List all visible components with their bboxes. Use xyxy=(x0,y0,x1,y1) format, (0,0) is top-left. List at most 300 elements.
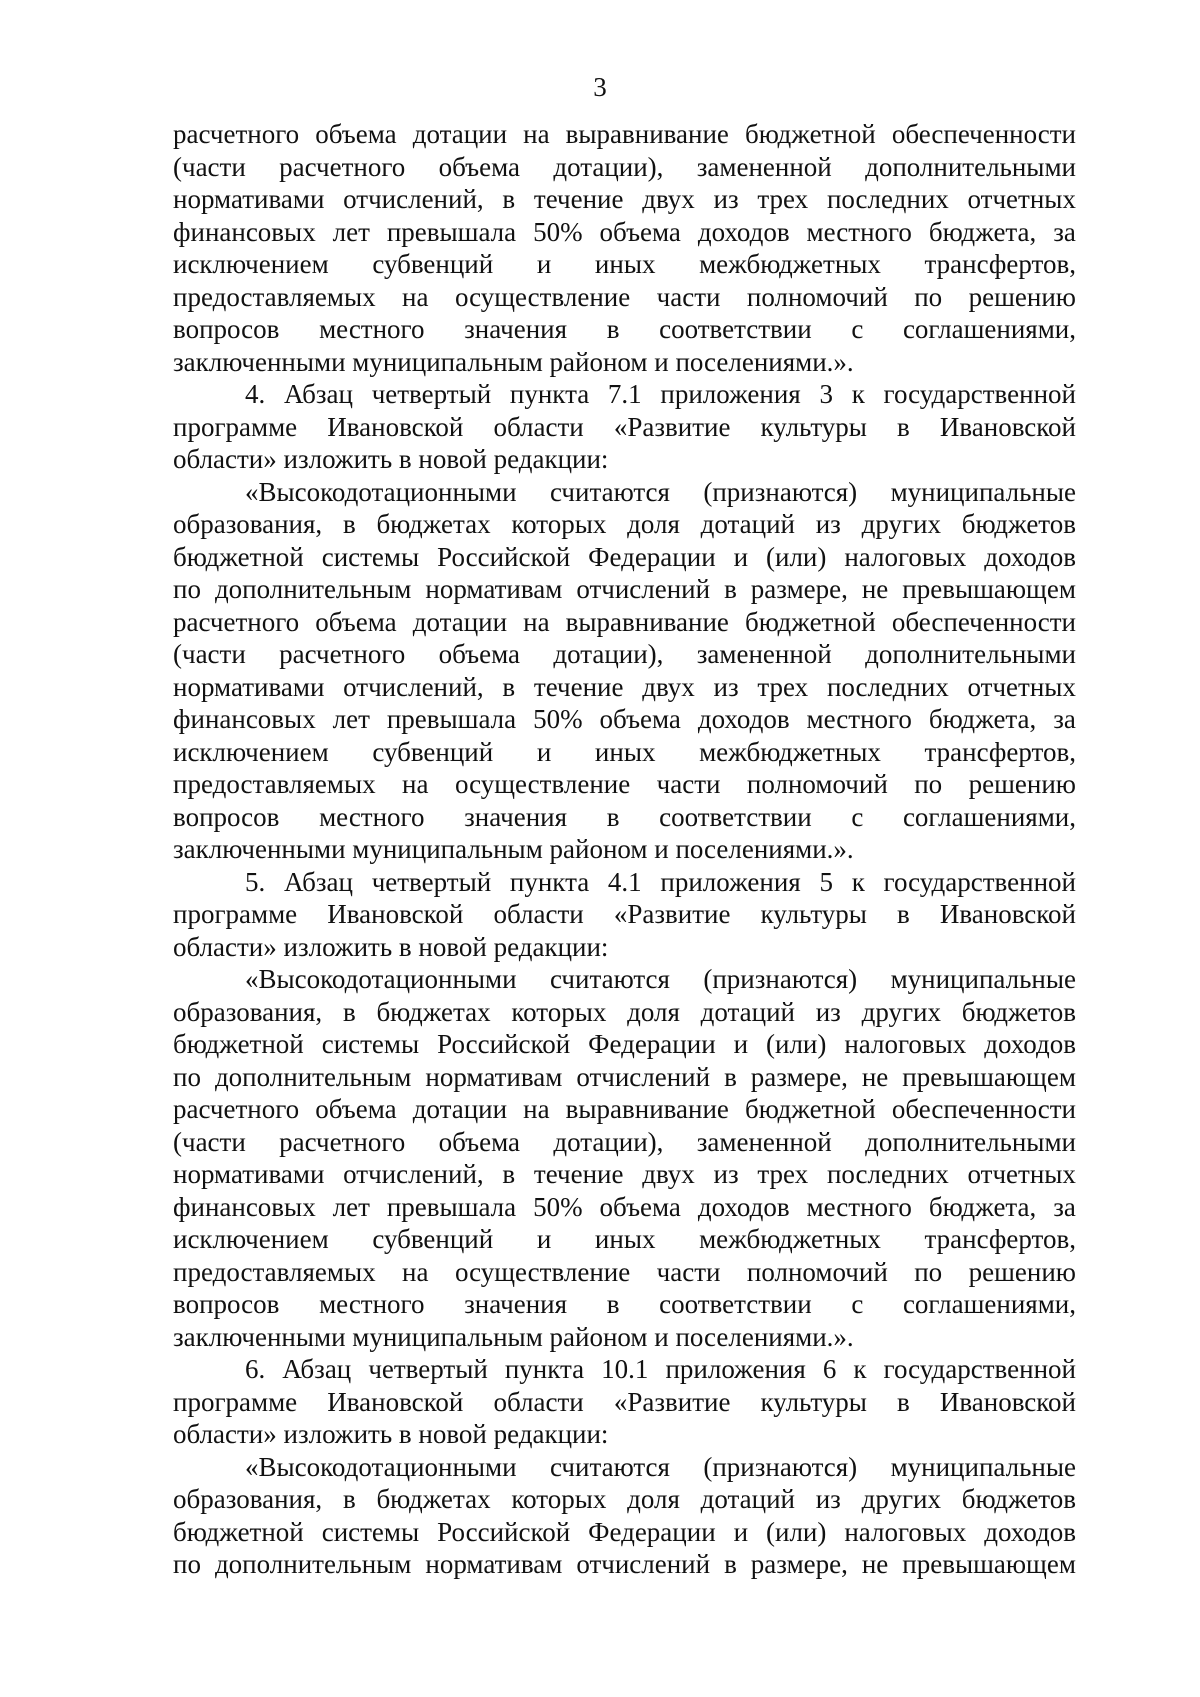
text-line xyxy=(173,963,1076,996)
word: превышающем xyxy=(902,1549,1076,1579)
word: (части xyxy=(173,1126,246,1157)
text-line xyxy=(173,476,1076,509)
word: пункта xyxy=(509,379,590,409)
word: отчетных xyxy=(967,184,1076,214)
word: обеспеченности xyxy=(891,606,1076,637)
word: нормативам xyxy=(425,1549,563,1579)
text-line: области» изложить в новой редакции: xyxy=(173,931,609,962)
word: значения xyxy=(464,801,568,832)
text-line xyxy=(173,1061,1076,1094)
word: дотации xyxy=(412,119,508,149)
word: объема xyxy=(599,1191,681,1222)
word: к xyxy=(853,1354,867,1384)
word: бюджета, xyxy=(928,1191,1037,1222)
word: на xyxy=(523,606,550,637)
word: 50% xyxy=(533,216,583,247)
word: межбюджетных xyxy=(699,736,881,767)
word: течение xyxy=(533,184,624,214)
word: финансовых xyxy=(173,216,316,247)
word: (признаются) xyxy=(703,1451,858,1482)
word: превышающем xyxy=(902,574,1076,604)
word: в xyxy=(606,801,620,832)
word: (признаются) xyxy=(703,476,858,507)
word: расчетного xyxy=(279,639,406,669)
word: дотации xyxy=(412,1094,508,1124)
word: бюджетной xyxy=(745,606,876,637)
word: программе xyxy=(173,899,298,929)
word: в xyxy=(606,314,620,344)
word: не xyxy=(861,1549,889,1579)
word: культуры xyxy=(760,411,867,442)
text-line xyxy=(173,1288,1076,1321)
word: культуры xyxy=(760,1386,867,1417)
word: Ивановской xyxy=(939,411,1076,442)
word: 5. xyxy=(245,866,266,897)
word: нормативам xyxy=(425,1061,563,1092)
word: объема xyxy=(438,151,520,182)
word: местного xyxy=(319,801,425,832)
word: соответствии xyxy=(659,801,812,832)
word: доходов xyxy=(697,704,790,734)
word: субвенций xyxy=(372,249,494,279)
word: из xyxy=(815,996,841,1027)
word: трансфертов, xyxy=(924,249,1076,279)
word: в xyxy=(724,1061,737,1092)
word: муниципальные xyxy=(890,476,1076,507)
text-line: заключенными муниципальным районом и поселениями.». xyxy=(173,1321,854,1352)
word: решению xyxy=(968,769,1076,799)
word: решению xyxy=(968,1256,1076,1287)
word: межбюджетных xyxy=(699,249,881,279)
word: области xyxy=(493,411,584,442)
word: решению xyxy=(968,281,1076,312)
word: в xyxy=(897,1386,910,1417)
text-line: заключенными муниципальным районом и поселениями.». xyxy=(173,346,854,377)
word: трансфертов, xyxy=(924,736,1076,767)
word: осуществление xyxy=(454,769,631,799)
word: доходов xyxy=(984,541,1076,572)
word: 4. xyxy=(245,379,266,409)
word: расчетного xyxy=(279,151,406,182)
word: доходов xyxy=(697,1191,790,1222)
word: иных xyxy=(594,1224,656,1254)
word: четвертый xyxy=(371,866,492,897)
word: лет xyxy=(332,1191,370,1222)
word: соответствии xyxy=(659,1289,812,1319)
word: доля xyxy=(627,509,680,539)
word: и xyxy=(536,1224,552,1254)
word: иных xyxy=(594,249,656,279)
word: из xyxy=(713,184,739,214)
word: части xyxy=(656,281,721,312)
word: объема xyxy=(438,639,520,669)
word: выравнивание xyxy=(565,606,729,637)
word: доходов xyxy=(697,216,790,247)
word: отчислений xyxy=(576,1061,711,1092)
word: не xyxy=(861,1061,889,1092)
word: выравнивание xyxy=(565,1094,729,1124)
word: бюджетной xyxy=(745,1094,876,1124)
text-line xyxy=(173,703,1076,736)
word: муниципальные xyxy=(890,1451,1076,1482)
word: Абзац xyxy=(283,379,353,409)
word: из xyxy=(713,671,739,702)
word: части xyxy=(656,1256,721,1287)
word: течение xyxy=(533,671,624,702)
word: (признаются) xyxy=(703,964,858,994)
word: бюджетов xyxy=(961,1484,1076,1514)
word: системы xyxy=(321,1029,420,1059)
word: налоговых xyxy=(844,1516,967,1547)
word: бюджетов xyxy=(961,996,1076,1027)
word: предоставляемых xyxy=(173,281,376,312)
word: по xyxy=(914,281,943,312)
text-line xyxy=(173,1126,1076,1159)
document-body xyxy=(173,118,1076,1581)
word: которых xyxy=(511,996,607,1027)
word: бюджетах xyxy=(376,996,491,1027)
word: местного xyxy=(806,704,912,734)
word: последних xyxy=(826,1159,949,1189)
word: пункта xyxy=(509,866,590,897)
word: исключением xyxy=(173,1224,329,1254)
word: трансфертов, xyxy=(924,1224,1076,1254)
word: и xyxy=(733,1516,749,1547)
word: бюджетной xyxy=(173,1516,304,1547)
word: объема xyxy=(315,1094,397,1124)
word: бюджета, xyxy=(928,704,1037,734)
word: дотаций xyxy=(700,509,795,539)
word: отчетных xyxy=(967,671,1076,702)
word: трех xyxy=(757,184,809,214)
word: 7.1 xyxy=(607,379,642,409)
word: по xyxy=(914,769,943,799)
word: превышала xyxy=(386,1191,517,1222)
word: к xyxy=(851,379,865,409)
word: предоставляемых xyxy=(173,1256,376,1287)
word: отчислений, xyxy=(343,671,484,702)
word: в xyxy=(724,1549,737,1579)
word: Российской xyxy=(437,1516,571,1547)
word: в xyxy=(897,411,910,442)
word: Ивановской xyxy=(939,1386,1076,1417)
word: области xyxy=(493,899,584,929)
text-line xyxy=(173,508,1076,541)
word: соответствии xyxy=(659,314,812,344)
word: местного xyxy=(806,1191,912,1222)
word: местного xyxy=(319,314,425,344)
word: «Высокодотационными xyxy=(245,1451,517,1482)
word: Ивановской xyxy=(327,411,464,442)
word: на xyxy=(402,769,429,799)
text-line xyxy=(173,1548,1076,1581)
text-line xyxy=(173,1451,1076,1484)
word: и xyxy=(733,541,749,572)
text-line xyxy=(173,736,1076,769)
word: дополнительными xyxy=(865,151,1076,182)
word: приложения xyxy=(660,379,801,409)
word: дополнительными xyxy=(865,1126,1076,1157)
word: исключением xyxy=(173,249,329,279)
word: за xyxy=(1053,1191,1076,1222)
word: в xyxy=(606,1289,620,1319)
word: системы xyxy=(321,541,420,572)
word: местного xyxy=(806,216,912,247)
word: субвенций xyxy=(372,736,494,767)
word: Федерации xyxy=(588,1029,716,1059)
word: расчетного xyxy=(173,1094,300,1124)
word: пункта xyxy=(504,1354,585,1384)
word: вопросов xyxy=(173,801,280,832)
word: других xyxy=(861,1484,941,1514)
word: четвертый xyxy=(368,1354,488,1384)
word: бюджетов xyxy=(961,509,1076,539)
word: бюджета, xyxy=(928,216,1037,247)
word: нормативами xyxy=(173,1159,325,1189)
word: замененной xyxy=(696,639,832,669)
word: к xyxy=(851,866,865,897)
word: за xyxy=(1053,216,1076,247)
word: дополнительным xyxy=(214,1549,412,1579)
word: дотации xyxy=(412,606,508,637)
text-line xyxy=(173,1256,1076,1289)
word: доходов xyxy=(984,1029,1076,1059)
word: объема xyxy=(599,216,681,247)
text-line xyxy=(173,1353,1076,1386)
word: бюджетах xyxy=(376,509,491,539)
text-line xyxy=(173,1158,1076,1191)
word: Федерации xyxy=(588,1516,716,1547)
word: иных xyxy=(594,736,656,767)
word: выравнивание xyxy=(565,119,729,149)
text-line xyxy=(173,151,1076,184)
text-line: области» изложить в новой редакции: xyxy=(173,1419,609,1449)
word: отчислений, xyxy=(343,1159,484,1189)
word: программе xyxy=(173,1386,298,1417)
word: вопросов xyxy=(173,1289,280,1319)
word: (или) xyxy=(766,541,827,572)
word: трех xyxy=(757,671,809,702)
word: налоговых xyxy=(844,541,967,572)
word: Ивановской xyxy=(939,899,1076,929)
page-number: 3 xyxy=(593,72,607,102)
word: четвертый xyxy=(371,379,492,409)
word: образования, xyxy=(173,996,323,1027)
word: в xyxy=(897,899,910,929)
word: обеспеченности xyxy=(891,1094,1076,1124)
word: образования, xyxy=(173,509,323,539)
word: полномочий xyxy=(746,281,888,312)
word: 10.1 xyxy=(601,1354,649,1384)
word: и xyxy=(536,249,552,279)
text-line xyxy=(173,638,1076,671)
word: отчислений, xyxy=(343,184,484,214)
word: дотации), xyxy=(553,1126,664,1157)
text-line xyxy=(173,1093,1076,1126)
word: считаются xyxy=(549,476,670,507)
text-line xyxy=(173,1028,1076,1061)
text-line xyxy=(173,671,1076,704)
word: финансовых xyxy=(173,704,316,734)
text-line xyxy=(173,768,1076,801)
word: за xyxy=(1053,704,1076,734)
word: из xyxy=(815,509,841,539)
word: 6 xyxy=(822,1354,837,1384)
text-line: области» изложить в новой редакции: xyxy=(173,444,609,474)
word: доля xyxy=(627,996,680,1027)
word: размере, xyxy=(750,1061,848,1092)
word: осуществление xyxy=(454,281,631,312)
word: 4.1 xyxy=(607,866,642,897)
text-line xyxy=(173,313,1076,346)
word: расчетного xyxy=(173,119,300,149)
word: Ивановской xyxy=(327,1386,464,1417)
text-line xyxy=(173,573,1076,606)
word: расчетного xyxy=(279,1126,406,1157)
word: вопросов xyxy=(173,314,280,344)
word: размере, xyxy=(750,574,848,604)
word: лет xyxy=(332,704,370,734)
word: в xyxy=(502,671,516,702)
word: по xyxy=(914,1256,943,1287)
word: в xyxy=(342,996,356,1027)
word: программе xyxy=(173,411,298,442)
text-line xyxy=(173,541,1076,574)
word: субвенций xyxy=(372,1224,494,1254)
word: дотации), xyxy=(553,151,664,182)
text-line xyxy=(173,898,1076,931)
word: полномочий xyxy=(746,769,888,799)
word: местного xyxy=(319,1289,425,1319)
word: в xyxy=(342,509,356,539)
text-line xyxy=(173,118,1076,151)
word: 5 xyxy=(819,866,833,897)
word: размере, xyxy=(750,1549,848,1579)
text-line xyxy=(173,606,1076,639)
word: доходов xyxy=(984,1516,1076,1547)
word: бюджетной xyxy=(745,119,876,149)
word: 3 xyxy=(819,379,833,409)
word: значения xyxy=(464,314,568,344)
word: Ивановской xyxy=(327,899,464,929)
word: и xyxy=(536,736,552,767)
word: образования, xyxy=(173,1484,323,1514)
word: предоставляемых xyxy=(173,769,376,799)
word: трех xyxy=(757,1159,809,1189)
word: приложения xyxy=(660,866,801,897)
word: (части xyxy=(173,151,246,182)
word: муниципальные xyxy=(890,964,1076,994)
word: Федерации xyxy=(588,541,716,572)
word: отчислений xyxy=(576,1549,711,1579)
word: двух xyxy=(642,184,695,214)
word: доля xyxy=(627,1484,680,1514)
word: дотаций xyxy=(700,1484,795,1514)
text-line xyxy=(173,1386,1076,1419)
word: части xyxy=(656,769,721,799)
text-line xyxy=(173,1483,1076,1516)
word: «Высокодотационными xyxy=(245,964,517,994)
word: области xyxy=(493,1386,584,1417)
text-line xyxy=(173,866,1076,899)
word: не xyxy=(861,574,889,604)
word: на xyxy=(523,1094,550,1124)
word: превышающем xyxy=(902,1061,1076,1092)
text-line xyxy=(173,183,1076,216)
word: Абзац xyxy=(283,866,353,897)
word: объема xyxy=(438,1126,520,1157)
word: значения xyxy=(464,1289,568,1319)
word: 6. xyxy=(245,1354,266,1384)
word: дополнительными xyxy=(865,639,1076,669)
word: с xyxy=(851,801,864,832)
word: превышала xyxy=(386,704,517,734)
word: с xyxy=(851,314,864,344)
word: на xyxy=(402,1256,429,1287)
word: налоговых xyxy=(844,1029,967,1059)
word: «Развитие xyxy=(613,899,731,929)
word: дотаций xyxy=(700,996,795,1027)
text-line xyxy=(173,248,1076,281)
word: которых xyxy=(511,1484,607,1514)
word: государственной xyxy=(883,379,1076,409)
word: исключением xyxy=(173,736,329,767)
word: (или) xyxy=(766,1516,827,1547)
word: 50% xyxy=(533,704,583,734)
word: из xyxy=(815,1484,841,1514)
word: на xyxy=(402,281,429,312)
word: замененной xyxy=(696,151,832,182)
text-line xyxy=(173,996,1076,1029)
word: из xyxy=(713,1159,739,1189)
text-line xyxy=(173,1516,1076,1549)
word: замененной xyxy=(696,1126,832,1157)
word: двух xyxy=(642,671,695,702)
word: превышала xyxy=(386,216,517,247)
word: «Развитие xyxy=(613,411,731,442)
word: государственной xyxy=(883,1354,1076,1384)
word: отчислений xyxy=(576,574,711,604)
word: с xyxy=(851,1289,864,1319)
word: расчетного xyxy=(173,606,300,637)
word: по xyxy=(173,1549,201,1579)
text-line xyxy=(173,411,1076,444)
word: которых xyxy=(511,509,607,539)
text-line xyxy=(173,216,1076,249)
word: последних xyxy=(826,671,949,702)
word: по xyxy=(173,574,201,604)
word: финансовых xyxy=(173,1191,316,1222)
word: соглашениями, xyxy=(902,801,1076,832)
word: течение xyxy=(533,1159,624,1189)
word: объема xyxy=(599,704,681,734)
word: Российской xyxy=(437,541,571,572)
text-line xyxy=(173,1191,1076,1224)
word: нормативами xyxy=(173,671,325,702)
word: соглашениями, xyxy=(902,314,1076,344)
word: по xyxy=(173,1061,201,1092)
word: системы xyxy=(321,1516,420,1547)
word: бюджетах xyxy=(376,1484,491,1514)
word: приложения xyxy=(665,1354,806,1384)
word: в xyxy=(342,1484,356,1514)
word: «Высокодотационными xyxy=(245,476,517,507)
word: нормативам xyxy=(425,574,563,604)
word: в xyxy=(724,574,737,604)
text-line xyxy=(173,281,1076,314)
word: полномочий xyxy=(746,1256,888,1287)
word: культуры xyxy=(760,899,867,929)
